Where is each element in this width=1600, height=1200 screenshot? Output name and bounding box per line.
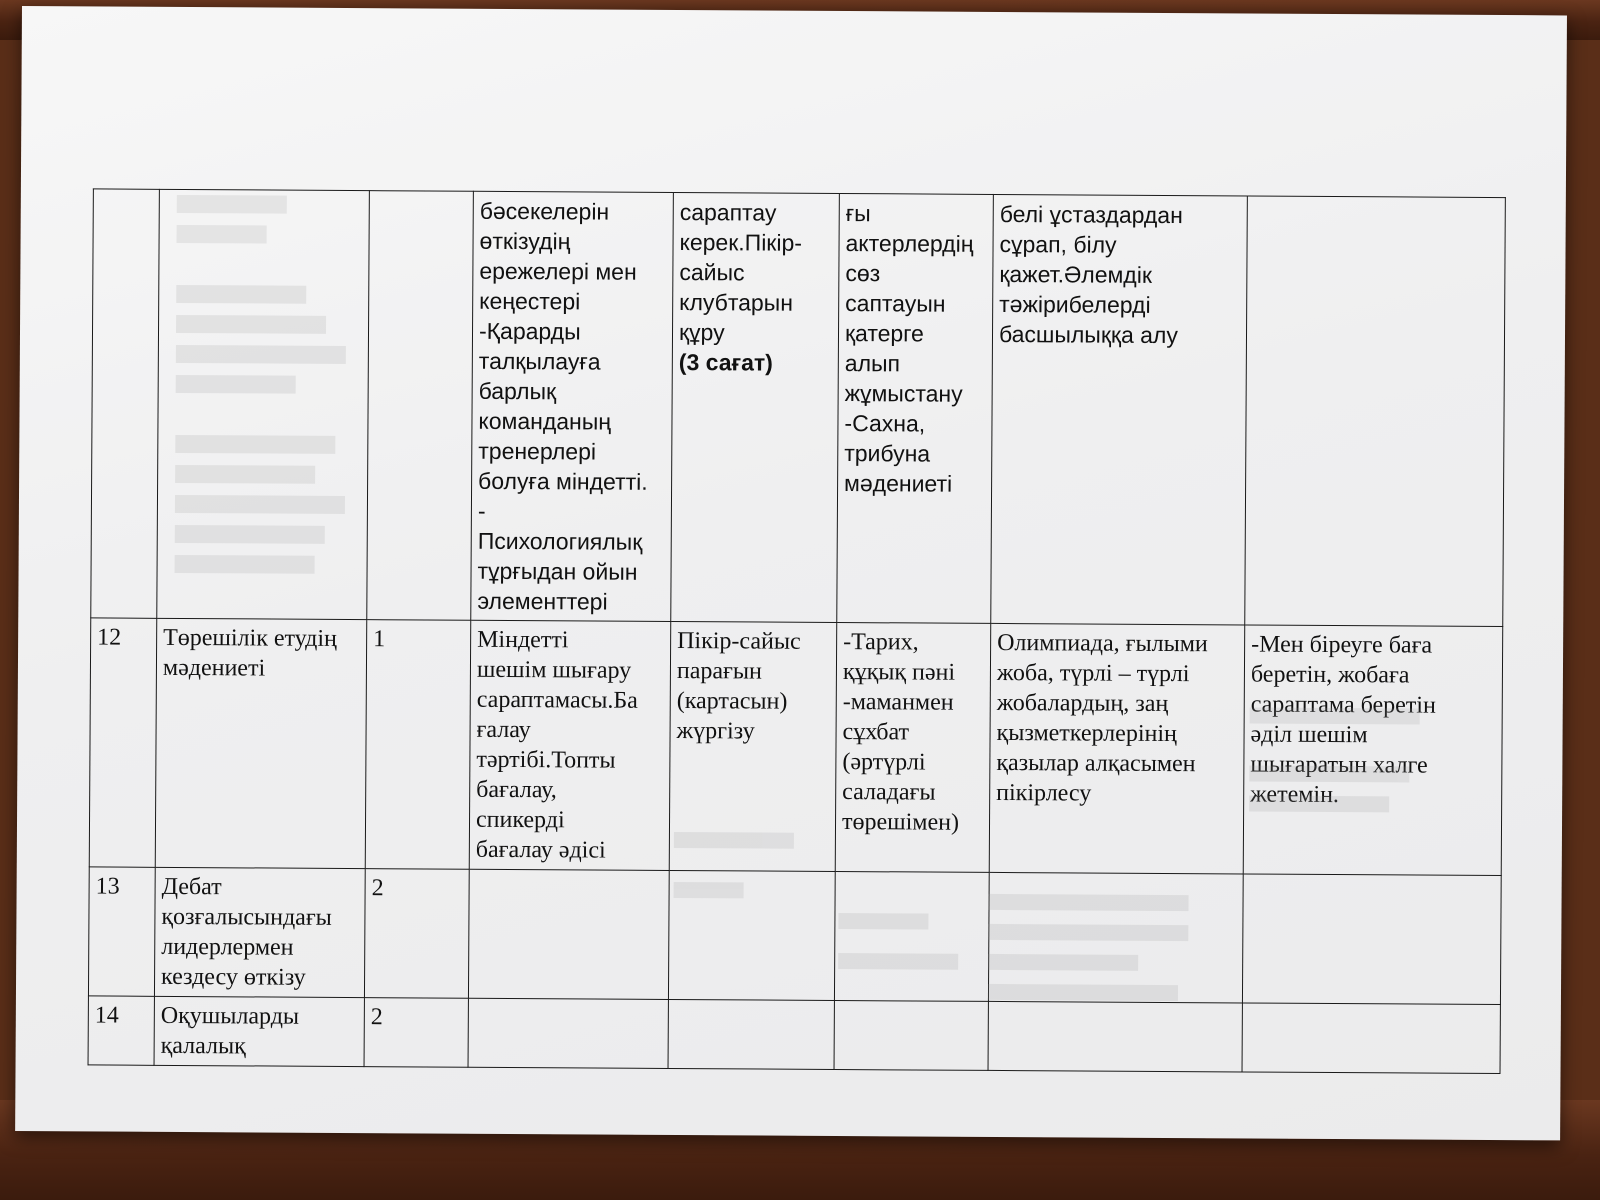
content-line: команданың <box>478 407 612 435</box>
content-line: элементтері <box>477 587 608 615</box>
cell-integration <box>834 871 989 1001</box>
content-line: барлық <box>478 377 557 405</box>
form-line: Пікір-сайыс <box>677 628 801 655</box>
result-line: -Мен біреуге баға <box>1251 631 1433 659</box>
cell-content <box>468 998 668 1068</box>
table-row-continuation <box>91 189 1506 627</box>
cell-result <box>1242 1003 1500 1074</box>
cell-result <box>1243 625 1503 876</box>
cell-hours: 2 <box>364 869 469 999</box>
topic-line: қалалық <box>160 1032 246 1060</box>
content-line: спикерді <box>475 806 565 834</box>
result-line: шығаратын халге <box>1250 751 1428 779</box>
activity-line: сұрап, білу <box>999 230 1117 258</box>
form-line: (картасын) <box>676 688 788 715</box>
topic-line: Дебат <box>161 873 222 901</box>
cell-content <box>471 191 674 621</box>
integration-line: -Тарих, <box>843 629 919 656</box>
cell-hours: 2 <box>364 998 468 1068</box>
topic-line: кездесу өткізу <box>160 963 306 991</box>
table-row-13 <box>88 867 1501 1005</box>
content-line: талқылауға <box>478 347 601 375</box>
result-line: жетемін. <box>1250 781 1340 809</box>
cell-form <box>668 870 835 1000</box>
content-line: шешім шығару <box>476 656 632 684</box>
form-hours-note: (3 сағат) <box>678 349 773 376</box>
cell-topic <box>155 618 367 868</box>
integration-line: қатерге <box>844 320 924 347</box>
cell-result <box>1242 874 1501 1005</box>
integration-line: -маманмен <box>842 689 954 716</box>
table-row-12 <box>89 618 1502 876</box>
integration-line: төрешімен) <box>841 809 960 836</box>
content-line: - <box>477 497 486 524</box>
form-line: сараптау <box>679 199 777 226</box>
cell-number: 14 <box>88 996 154 1065</box>
cell-activity <box>989 623 1245 874</box>
cell-topic <box>157 189 370 619</box>
content-line: тұрғыдан ойын <box>477 557 638 585</box>
integration-line: (әртүрлі <box>842 749 926 776</box>
integration-line: құқық пәні <box>842 659 956 686</box>
content-line: сараптамасы.Ба <box>476 686 638 714</box>
topic-line: мәдениеті <box>162 654 266 682</box>
content-line: ережелері мен <box>479 257 637 285</box>
form-line: парағын <box>676 658 762 685</box>
topic-line: қозғалысындағы <box>161 903 332 931</box>
content-line: тренерлері <box>478 437 597 465</box>
activity-line: жоба, түрлі – түрлі <box>996 659 1190 688</box>
result-line: беретін, жобаға <box>1250 661 1410 689</box>
cell-topic <box>154 996 364 1066</box>
cell-form <box>668 999 834 1069</box>
cell-activity <box>991 194 1248 625</box>
cell-content <box>468 869 669 999</box>
cell-activity <box>988 1001 1242 1072</box>
activity-line: жобалардың, заң <box>996 689 1169 718</box>
integration-line: саптауын <box>845 290 946 317</box>
content-line: Міндетті <box>477 626 569 654</box>
curriculum-table <box>88 188 1506 1074</box>
activity-line: пікірлесу <box>996 779 1092 807</box>
cell-topic <box>154 867 365 997</box>
topic-line: Оқушыларды <box>160 1002 300 1030</box>
cell-number: 13 <box>88 867 155 996</box>
content-line: өткізудің <box>479 227 571 255</box>
cell-integration <box>834 1000 988 1070</box>
result-line: әділ шешім <box>1250 721 1368 749</box>
content-line: кеңестері <box>479 287 581 315</box>
cell-content <box>469 620 671 870</box>
cell-form <box>671 192 840 622</box>
content-line: -Қарарды <box>478 317 581 345</box>
integration-line: актерлердің <box>845 230 974 257</box>
cell-hours: 1 <box>365 620 471 870</box>
activity-line: тәжірибелерді <box>999 290 1151 318</box>
integration-line: жұмыстану <box>844 380 963 407</box>
cell-integration <box>837 193 994 623</box>
form-line: сайыс <box>679 259 745 286</box>
form-line: керек.Пікір- <box>679 229 803 256</box>
activity-line: қажет.Әлемдік <box>999 260 1153 288</box>
integration-line: сөз <box>845 260 881 287</box>
form-line: құру <box>678 319 725 346</box>
result-line: сараптама беретін <box>1250 691 1436 719</box>
paper-sheet <box>15 6 1567 1140</box>
form-line: клубтарын <box>679 289 794 316</box>
content-line: бағалау, <box>476 776 557 804</box>
activity-line: басшылыққа алу <box>998 320 1178 349</box>
content-line: бәсекелерін <box>479 197 610 225</box>
activity-line: қазылар алқасымен <box>996 749 1196 778</box>
activity-line: Олимпиада, ғылыми <box>997 629 1208 658</box>
cell-activity <box>988 872 1243 1003</box>
content-line: бағалау әдісі <box>475 836 606 864</box>
cell-hours <box>367 191 474 621</box>
integration-line: ғы <box>845 200 871 227</box>
form-line: жүргізу <box>676 718 755 745</box>
cell-form <box>669 621 837 871</box>
content-line: тәртібі.Топты <box>476 746 616 774</box>
topic-line: лидерлермен <box>161 933 294 961</box>
content-line: Психологиялық <box>477 527 643 555</box>
integration-line: -Сахна, <box>844 410 926 437</box>
integration-line: трибуна <box>844 440 931 467</box>
integration-line: алып <box>844 350 901 377</box>
cell-number <box>91 189 160 618</box>
activity-line: белі ұстаздардан <box>999 200 1183 229</box>
cell-result <box>1245 196 1506 627</box>
table-row-14 <box>88 996 1500 1074</box>
content-line: ғалау <box>476 716 531 744</box>
cell-integration <box>835 622 991 872</box>
cell-number: 12 <box>89 618 157 867</box>
integration-line: мәдениеті <box>844 470 953 497</box>
content-line: болуға міндетті. <box>478 467 648 495</box>
integration-line: сұхбат <box>842 719 910 746</box>
activity-line: қызметкерлерінің <box>996 719 1177 748</box>
topic-line: Төрешілік етудің <box>163 624 338 652</box>
integration-line: саладағы <box>842 779 936 806</box>
